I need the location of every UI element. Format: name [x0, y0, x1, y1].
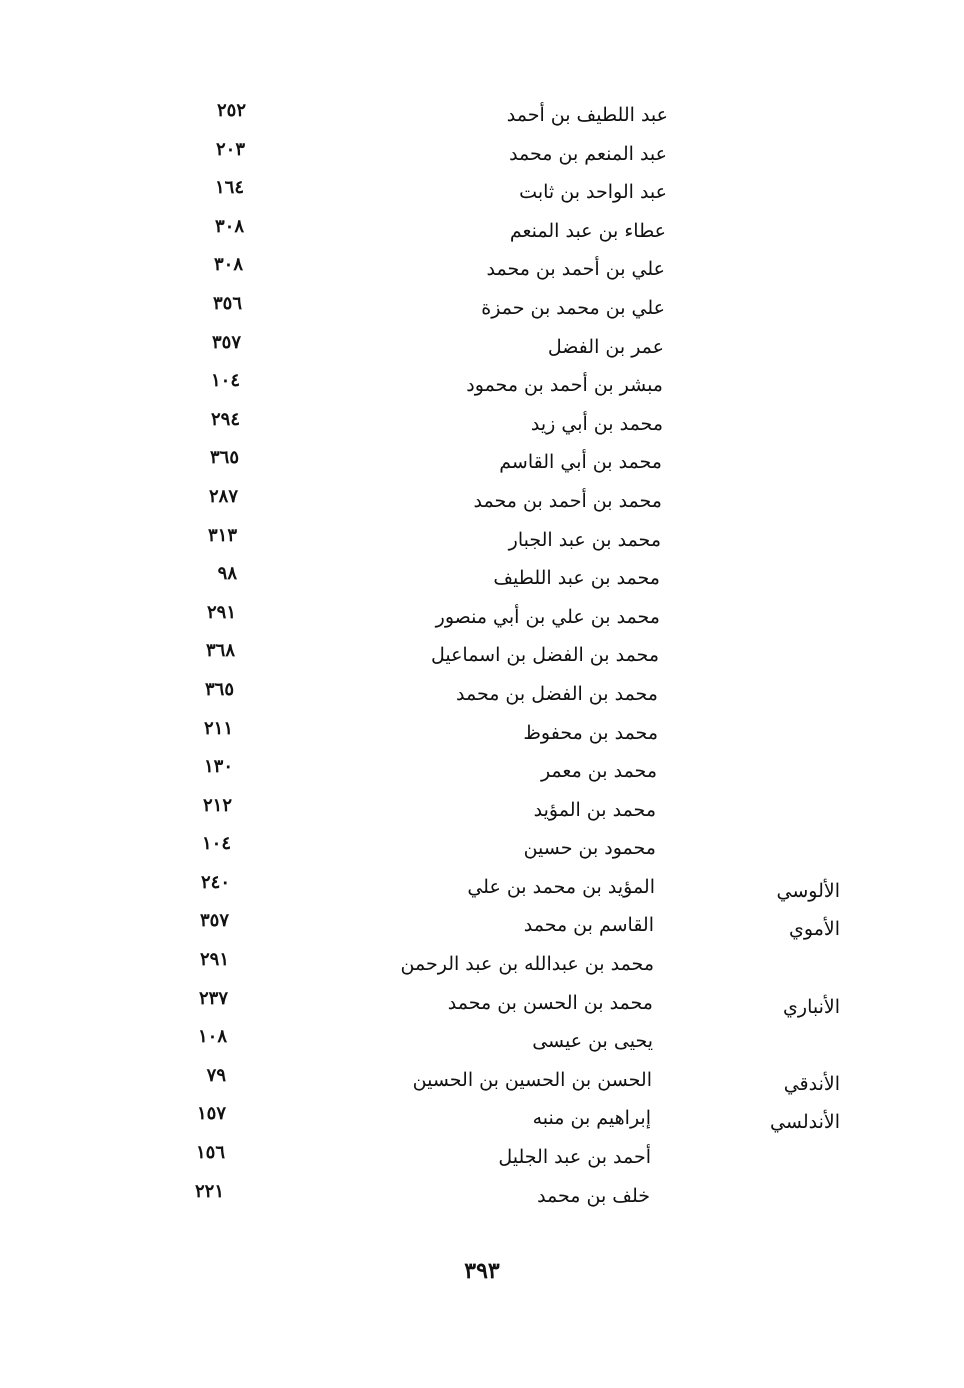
entry-name: محمد بن أحمد بن محمد — [473, 489, 662, 512]
entry-name: خلف بن محمد — [537, 1184, 650, 1207]
nisba-heading: الأموي — [789, 918, 840, 941]
index-list — [0, 100, 964, 1219]
page-reference: ٢١١ — [203, 717, 233, 739]
page-reference: ٣٦٥ — [204, 678, 234, 700]
index-entry — [0, 1181, 964, 1220]
page-reference: ١٥٦ — [195, 1142, 225, 1164]
index-entry — [0, 293, 964, 332]
entry-name: يحيى بن عيسى — [532, 1030, 653, 1053]
index-entry — [0, 833, 964, 872]
index-entry — [0, 332, 964, 371]
page-reference: ١٠٨ — [197, 1026, 227, 1048]
entry-name: محمد بن أبي القاسم — [499, 451, 662, 474]
entry-name: محمد بن المؤيد — [533, 798, 656, 821]
index-entry — [0, 679, 964, 718]
page-reference: ١٣٠ — [203, 756, 233, 778]
entry-name: محمد بن معمر — [540, 760, 657, 783]
page-reference: ١٦٤ — [214, 177, 244, 199]
index-entry — [0, 525, 964, 564]
entry-name: محمد بن محفوظ — [523, 721, 658, 744]
entry-name: علي بن محمد بن حمزة — [481, 296, 665, 319]
entry-name: عمر بن الفضل — [547, 335, 664, 358]
entry-name: مبشر بن أحمد بن محمود — [466, 374, 663, 397]
nisba-heading: الأندلسي — [770, 1111, 840, 1134]
index-entry — [0, 640, 964, 679]
entry-name: محمود بن حسين — [523, 837, 656, 860]
page-number: ٣٩٣ — [464, 1258, 500, 1284]
page-reference: ٣٠٨ — [214, 215, 244, 237]
index-entry — [0, 486, 964, 525]
index-entry — [0, 988, 964, 1027]
index-entry — [0, 447, 964, 486]
index-entry — [0, 872, 964, 911]
entry-name: إبراهيم بن منبه — [532, 1107, 651, 1130]
entry-name: عبد اللطيف بن أحمد — [506, 104, 668, 126]
entry-name: عطاء بن عبد المنعم — [509, 219, 666, 242]
index-entry — [0, 409, 964, 448]
index-entry — [0, 1103, 964, 1142]
page-reference: ١٠٤ — [201, 833, 231, 855]
index-entry — [0, 1065, 964, 1104]
page-reference: ٣٦٥ — [209, 447, 239, 469]
index-entry — [0, 949, 964, 988]
page-reference: ٢١٢ — [202, 794, 232, 816]
entry-name: أحمد بن عبد الجليل — [498, 1146, 651, 1169]
entry-name: محمد بن أبي زيد — [530, 412, 663, 435]
page-reference: ٢٩١ — [199, 949, 229, 971]
entry-name: عبد المنعم بن محمد — [509, 142, 667, 165]
entry-name: محمد بن عبد اللطيف — [493, 567, 660, 590]
page-reference: ٣١٣ — [207, 524, 237, 546]
page-reference: ٣٠٨ — [213, 254, 243, 276]
nisba-heading: الأنباري — [783, 995, 840, 1018]
entry-name: القاسم بن محمد — [523, 914, 654, 937]
index-entry — [0, 216, 964, 255]
page-reference: ٢٣٧ — [198, 987, 228, 1009]
page-reference: ٣٥٦ — [212, 292, 242, 314]
index-entry — [0, 177, 964, 216]
index-entry — [0, 718, 964, 757]
page-reference: ٢٩٤ — [210, 408, 240, 430]
page-reference: ٣٦٨ — [205, 640, 235, 662]
entry-name: المؤيد بن محمد بن علي — [467, 875, 655, 898]
page-reference: ٢٠٣ — [215, 138, 245, 160]
page-reference: ٩٨ — [217, 563, 237, 585]
index-entry — [0, 100, 964, 139]
page-reference: ٢٢١ — [194, 1180, 224, 1202]
page-reference: ١٥٧ — [196, 1103, 226, 1125]
index-entry — [0, 910, 964, 949]
page-reference: ٢٤٠ — [200, 871, 230, 893]
index-entry — [0, 254, 964, 293]
entry-name: محمد بن الحسن بن محمد — [447, 991, 653, 1014]
entry-name: الحسن بن الحسين بن الحسين — [412, 1068, 652, 1091]
index-entry — [0, 563, 964, 602]
index-entry — [0, 370, 964, 409]
page-reference: ٧٩ — [206, 1064, 226, 1086]
index-entry — [0, 756, 964, 795]
index-entry — [0, 1026, 964, 1065]
entry-name: محمد بن الفضل بن محمد — [455, 682, 658, 705]
index-entry — [0, 1142, 964, 1181]
entry-name: محمد بن الفضل بن اسماعيل — [430, 644, 659, 667]
index-entry — [0, 795, 964, 834]
index-entry — [0, 139, 964, 178]
page-reference: ١٠٤ — [210, 370, 240, 392]
nisba-heading: الأندقي — [783, 1072, 840, 1095]
nisba-heading: الألوسي — [776, 879, 840, 902]
page-reference: ٣٥٧ — [199, 910, 229, 932]
entry-name: محمد بن علي بن أبي منصور — [435, 605, 660, 628]
entry-name: محمد بن عبد الجبار — [508, 528, 661, 551]
page-reference: ٢٨٧ — [208, 485, 238, 507]
entry-name: محمد بن عبدالله بن عبد الرحمن — [400, 953, 654, 976]
page-reference: ٢٩١ — [206, 601, 236, 623]
entry-name: عبد الواحد بن ثابت — [519, 181, 667, 204]
index-entry — [0, 602, 964, 641]
page-reference: ٣٥٧ — [211, 331, 241, 353]
page-reference: ٢٥٢ — [216, 100, 246, 121]
entry-name: علي بن أحمد بن محمد — [486, 258, 665, 281]
